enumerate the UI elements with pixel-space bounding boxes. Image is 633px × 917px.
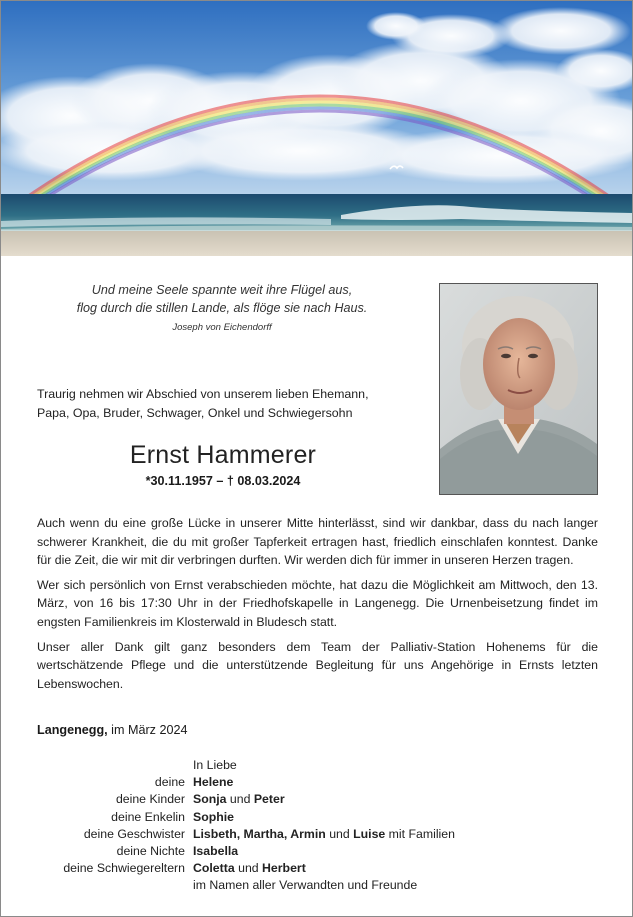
family-connector-text: mit Familien xyxy=(385,826,455,841)
family-member-name: Sonja xyxy=(193,792,227,807)
family-relation: deine Nichte xyxy=(116,844,185,859)
life-dates: *30.11.1957 – † 08.03.2024 xyxy=(145,474,301,488)
family-member-name: Peter xyxy=(253,792,285,807)
family-names xyxy=(193,860,632,877)
family-closing: im Namen aller Verwandten und Freunde xyxy=(193,878,418,893)
family-member-name: Lisbeth, Martha, Armin xyxy=(193,826,326,841)
family-row xyxy=(1,860,632,877)
place-date-text: im März 2024 xyxy=(107,723,188,737)
deceased-name: Ernst Hammerer xyxy=(129,441,317,469)
family-member-name: Herbert xyxy=(262,861,306,876)
family-names xyxy=(193,774,632,791)
family-row xyxy=(1,826,632,843)
paragraph-thanks: Unser aller Dank gilt ganz besonders dem Team der Palliativ-Station Hohenems für die wertschätzende Pflege und die unterstützende Begleitung für uns Angehörige in Ernsts letzten Lebenswochen. xyxy=(37,639,598,691)
family-member-name: Helene xyxy=(193,775,234,790)
family-relation: deine xyxy=(154,775,185,790)
family-member-name: Sophie xyxy=(193,809,234,824)
family-relation: deine Kinder xyxy=(115,792,185,807)
family-row xyxy=(1,774,632,791)
paragraph-farewell: Wer sich persönlich von Ernst verabschieden möchte, hat dazu die Möglichkeit am Mittwoch, den 13. März, von 16 bis 17:30 Uhr in der Friedhofskapelle in Langenegg. Die Urnenbeisetzung findet im engsten Familienkreis im Klosterwald in Bludesch statt. xyxy=(37,577,598,629)
place-date xyxy=(37,723,187,737)
family-opening: In Liebe xyxy=(193,758,237,772)
family-member-name: Isabella xyxy=(193,844,239,859)
quote-author: Joseph von Eichendorff xyxy=(172,322,272,333)
family-connector-text: und xyxy=(325,826,354,841)
family-list xyxy=(1,757,632,895)
family-opening-row xyxy=(1,757,632,774)
quote-line-2: flog durch die stillen Lande, als flöge sie nach Haus. xyxy=(76,301,368,315)
family-names xyxy=(193,791,632,808)
paragraph-gratitude: Auch wenn du eine große Lücke in unserer Mitte hinterlässt, sind wir dankbar, dass du nach langer schwerer Krankheit, die du mit großer Tapferkeit ertragen hast, friedlich einschlafen konntest. Danke für die Zeit, die wir mit dir verbringen durften. Wir werden dich für immer in unseren Herzen tragen. xyxy=(37,516,598,568)
portrait-photo xyxy=(439,283,598,495)
family-names xyxy=(193,843,632,860)
family-names xyxy=(193,826,632,843)
place-town: Langenegg, xyxy=(37,723,108,737)
family-names xyxy=(193,809,632,826)
message-body xyxy=(37,514,598,699)
family-relation: deine Enkelin xyxy=(111,809,185,824)
intro-line-2: Papa, Opa, Bruder, Schwager, Onkel und Schwiegersohn xyxy=(37,406,353,420)
quote-block xyxy=(31,281,413,333)
intro-line-1: Traurig nehmen wir Abschied von unserem lieben Ehemann, xyxy=(37,387,369,401)
family-member-name: Luise xyxy=(353,826,386,841)
beach-rainbow-photo xyxy=(1,1,632,256)
family-relation: deine Schwiegereltern xyxy=(63,861,185,876)
quote-line-1: Und meine Seele spannte weit ihre Flügel aus, xyxy=(91,283,353,297)
family-member-name: Coletta xyxy=(193,861,235,876)
family-row xyxy=(1,843,632,860)
family-row xyxy=(1,791,632,808)
family-connector-text: und xyxy=(234,861,263,876)
family-connector-text: und xyxy=(226,792,254,807)
family-relation: deine Geschwister xyxy=(83,826,185,841)
intro-text xyxy=(37,385,427,423)
family-closing-row xyxy=(1,877,632,894)
family-row xyxy=(1,809,632,826)
